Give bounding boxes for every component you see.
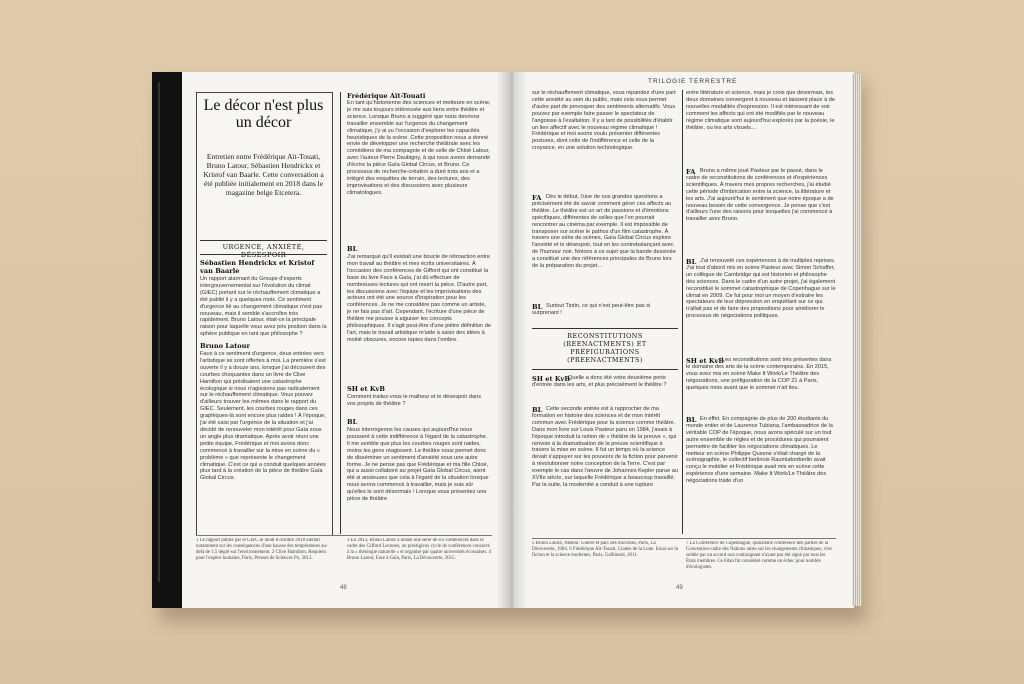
speaker-label: BL <box>532 406 543 414</box>
footnote: 7 La Conférence de Copenhague, quinzième conférence des parties de la Convention-cadre des Nations unies sur les changements climatiques, s'est soldée par un accord non contraignant n'ayant pas été signé par tous les États membres. Ce bilan fut considéré comme un échec pour nombre d'écologistes. <box>686 541 832 570</box>
section-rule-top <box>200 240 327 241</box>
section-heading: URGENCE, ANXIÉTÉ, DÉSESPOIR <box>222 243 305 259</box>
paragraph: Nous interrogeons les causes qui aujourd'hui nous poussent à cette indifférence à l'égard de la catastrophe. Il me semble que plus les courbes rouges sont raides, moins les gens réagissent. Le théâtre nous permet donc de disséminer un sentiment d'anxiété sous une autre forme. Je ne pense pas que Frédérique et ma fille Chloé, qui a aussi collaboré au projet Gaïa Global Circus, aient été si anxieuses que cela à l'égard de la situation lorsque nous avons commencé à travailler, mais je suis sûr qu'elles le sont désormais ! Lorsque vous présentez une pièce de théâtre <box>347 427 489 503</box>
column-divider <box>682 90 683 534</box>
speaker-label: BL <box>532 303 543 311</box>
column-divider <box>340 92 341 534</box>
paragraph: Face à ce sentiment d'urgence, deux entrées vers l'artistique se sont offertes à moi. La première s'est ouverte il y a douze ans, lorsque j'ai découvert des courbes choquantes dans un livre de Clive Hamilton qui prédisaient une catastrophe écologique si nous n'agissions pas radicalement sur le réchauffement climatique. Vous pouvez d'ailleurs trouver les mêmes dans le rapport du GIEC. Seulement, les courbes rouges dans ces graphiques-là sont encore plus raides ! À l'époque, j'ai été saisi par l'urgence de la situation et j'ai décidé de renouveler mon intérêt pour Gaïa sous un angle plus dramatique. Après avoir réuni une petite équipe, Frédérique et moi avons donc commencé à travailler sur la mise en scène du « problème » que représente le changement climatique. C'est ce qui a conduit quelques années plus tard à la création de la pièce de théâtre Gaïa Global Circus. <box>200 351 326 482</box>
speaker-label: SH et KvB <box>532 375 570 383</box>
section-heading: RECONSTITUTIONS (REENACTMENTS) ET PRÉFIGURATIONS (PREENACTMENTS) <box>563 332 647 364</box>
article-title: Le décor n'est plus un décor <box>203 97 324 131</box>
speaker-label: BL <box>686 416 697 424</box>
speaker-label: Frédérique Aït-Touati <box>347 92 426 100</box>
speaker-label: Sébastien Hendrickx et Kristof van Baarle <box>200 259 315 275</box>
footnote: 1 Le rapport publié par le GIEC le lundi 8 octobre 2018 alertait notamment sur les conséquences d'une hausse des températures au-delà de 1,5 degré sur l'environnement. 2 Clive Hamilton, Requiem pour l'espèce humaine, Paris, Presses de Sciences Po, 2013. <box>196 538 328 561</box>
speaker-label: BL <box>686 258 697 266</box>
speaker-label: FA <box>532 194 542 202</box>
paragraph: Comment traitez-vous le malheur et le désespoir dans vos projets de théâtre ? <box>347 394 482 407</box>
paragraph: entre littérature et science, mais je crois que désormais, les deux domaines convergent à nouveau et laissent place à de nouvelles modalités d'expression. Il est intéressant de voir comment les affects qui ont été modifiés par le nouveau régime climatique sont aujourd'hui explorés par la poésie, le théâtre, ou les arts visuels… <box>686 90 835 131</box>
paragraph: J'ai remarqué qu'il existait une boucle de rétroaction entre mon travail au théâtre et mes écrits universitaires. À l'occasion des conférences de Gifford qui ont constitué la base du livre Face à Gaïa, j'ai dû effectuer de nombreuses lectures qui ont nourri la pièce. D'autre part, les discussions avec l'équipe et les improvisations des acteurs ont été une source d'inspiration pour les conférences. Je ne me considère pas comme un artiste, je ne fais pas d'art. Cependant, l'écriture d'une pièce de théâtre me pousse à aiguiser les concepts philosophiques. Il s'agit peut-être d'une piètre définition de l'art, mais le travail artistique m'aide à saisir des idées à moitié obscures, encore tapies dans l'ombre. <box>347 254 491 343</box>
paragraph: sur le réchauffement climatique, vous répandez d'une part cette anxiété au sein du public, mais cela vous permet d'autre part de provoquer des sentiments alternatifs. Vous pouvez par exemple faire passer le spectateur de l'angoisse à l'exaltation. Il y a tant de possibilités d'établir un lien affectif avec le nouveau régime climatique ! Frédérique et moi avons voulu présenter différentes postures, dont celle de l'indifférence et celle de la croyance, en une solution technologique. <box>532 90 676 152</box>
footnote-rule <box>196 535 492 536</box>
section-rule-bottom <box>200 254 327 255</box>
speaker-label: SH et KvB <box>686 357 724 365</box>
footnote: 5 Bruno Latour, Pasteur. Guerre et paix des microbes, Paris, La Découverte, 1984. 6 Frédérique Aït-Touati, Contes de la Lune. Essai sur la fiction et la science modernes, Paris, Gallimard, 2011. <box>532 541 678 558</box>
book-black-edge <box>152 72 182 608</box>
paragraph: Cette seconde entrée est à rapprocher de ma formation en histoire des sciences et de mon intérêt commun avec Frédérique pour la science comme théâtre. Dans mon livre sur Louis Pasteur paru en 1984, j'avais à l'époque introduit la notion de « théâtre de la preuve », qui renvoie à la dramatisation de la preuve scientifique à travers la mise en scène. Il fut un temps où la science devait s'appuyer sur les pouvoirs de la fiction pour parvenir à révolutionner notre conception de la Terre. C'est par exemple le cas dans l'œuvre de Johannes Kepler parue au XVIIe siècle, sur laquelle Frédérique a beaucoup travaillé. Par la suite, la modernité a conduit à une rupture <box>532 406 678 488</box>
paragraph: En effet. En compagnie de plus de 200 étudiants du monde entier et de Laurence Tubiana, l'ambassadrice de la véritable COP de l'époque, nous avons spéculé sur un tout autre ensemble de règles et de procédures qui pourraient permettre de faciliter les négociations climatiques. Le metteur en scène Philippe Quesne s'était chargé de la scénographie, le collectif berlinois Raumlaborberlin avait conçu le mobilier et Frédérique avait mis en scène cette expérience d'une semaine. Make It Work/Le Théâtre des négociations traite d'un <box>686 416 833 485</box>
speaker-label: Bruno Latour <box>200 342 250 350</box>
paragraph: Les reconstitutions sont très présentes dans le domaine des arts de la scène contemporains. En 2015, vous avez mis en scène Make It Work/Le Théâtre des négociations, une préfiguration de la COP 21 à Paris, quelques mois avant que le sommet n'ait lieu. <box>686 357 832 391</box>
speaker-label: FA <box>686 168 696 176</box>
paragraph: Surtout Tintin, ce qui n'est peut-être pas si surprenant ! <box>532 303 651 316</box>
paragraph: En tant qu'historienne des sciences et metteure en scène, je me suis toujours intéressée aux liens entre théâtre et science. Lorsque Bruno a suggéré que nous devrions travailler ensemble sur l'urgence du changement climatique, j'y ai vu l'occasion d'explorer les capacités heuristiques de la scène. Cette proposition nous a donné envie de développer une recherche théâtrale avec les comédiens de ma compagnie et de celle de Chloé Latour, avec l'auteur Pierre Daubigny, à qui nous avons demandé d'écrire la pièce Gaïa Global Circus, et Bruno. Ce processus de recherche-création a duré trois ans et a intégré des enquêtes de terrain, des lectures, des improvisations et des discussions avec plusieurs climatologues. <box>347 100 491 196</box>
article-intro: Entretien entre Frédérique Aït-Touati, Bruno Latour, Sébastien Hendrickx et Kristof van Baarle. Cette conversation a été publiée initialement en 2018 dans le magazine belge Etcetera. <box>203 152 324 197</box>
paragraph: Dès le début, l'une de nos grandes questions a précisément été de savoir comment gérer ces affects au théâtre. Le théâtre est un art de passions et d'émotions spécifiques, différentes de celles que l'on pourrait rencontrer au cinéma par exemple. Il est impossible de transposer sur scène le pathos d'un film catastrophe. À travers une série de scènes, Gaïa Global Circus explore l'anxiété et le désespoir, tout en les contrebalançant avec de l'humour noir. Notons à ce sujet que la bande dessinée a constitué une des références principales de Bruno lors de la préparation du projet… <box>532 194 676 270</box>
speaker-label: BL <box>347 418 358 426</box>
speaker-label: BL <box>347 245 358 253</box>
footnote: 3 En 2013, Bruno Latour a donné une série de six conférences dans le cadre des Gifford Lectures, un prestigieux cycle de conférences consacré à la « théologie naturelle » et organisé par quatre universités écossaises. 4 Bruno Latour, Face à Gaïa, Paris, La Découverte, 2015. <box>347 538 491 561</box>
footnote-rule <box>532 538 836 539</box>
page-edges <box>852 74 862 606</box>
section-rule-top <box>532 328 678 329</box>
paragraph: Un rapport alarmant du Groupe d'experts intergouvernemental sur l'évolution du climat (GIEC) portant sur le réchauffement climatique a été publié il y a quelques mois. Ce sentiment d'urgence lié au changement climatique n'est pas nouveau, mais il semble s'accroître très rapidement. Bruno Latour, était-ce la principale raison pour laquelle vous avez pris position dans la sphère publique en tant que philosophe ? <box>200 276 327 336</box>
paragraph: Quelle a donc été votre deuxième porte d'entrée dans les arts, et plus précisément le théâtre ? <box>532 375 667 388</box>
page-number: 49 <box>676 585 683 591</box>
section-rule-bottom <box>532 369 678 370</box>
paragraph: J'ai renouvelé ces expériences à de multiples reprises. J'ai tout d'abord mis en scène Pasteur avec Simon Schaffer, un collègue de Cambridge qui est historien et philosophe des sciences. Dans le cadre d'un autre projet, j'ai également reconstitué le sommet catastrophique de Copenhague sur le climat en 2009. Ce fut pour moi un moyen d'extraire les spectateurs de leur dépression en enquêtant sur ce qui n'allait pas et de faire des propositions pour améliorer le processus de négociations politiques. <box>686 258 836 320</box>
speaker-label: SH et KvB <box>347 385 385 393</box>
paragraph: Bruno a même joué Pasteur par le passé, dans le cadre de reconstitutions de conférences et d'expériences scientifiques. À travers mes propres recherches, j'ai étudié cette période d'imbrication entre la science, la littérature et les arts. J'ai aujourd'hui le sentiment que notre époque a de nouveau besoin de cette convergence. Je pense que c'est d'ailleurs l'une des raisons pour lesquelles j'ai commencé à travailler avec Bruno. <box>686 168 834 223</box>
page-number: 48 <box>340 585 347 591</box>
running-head: TRILOGIE TERRESTRE <box>648 78 738 85</box>
